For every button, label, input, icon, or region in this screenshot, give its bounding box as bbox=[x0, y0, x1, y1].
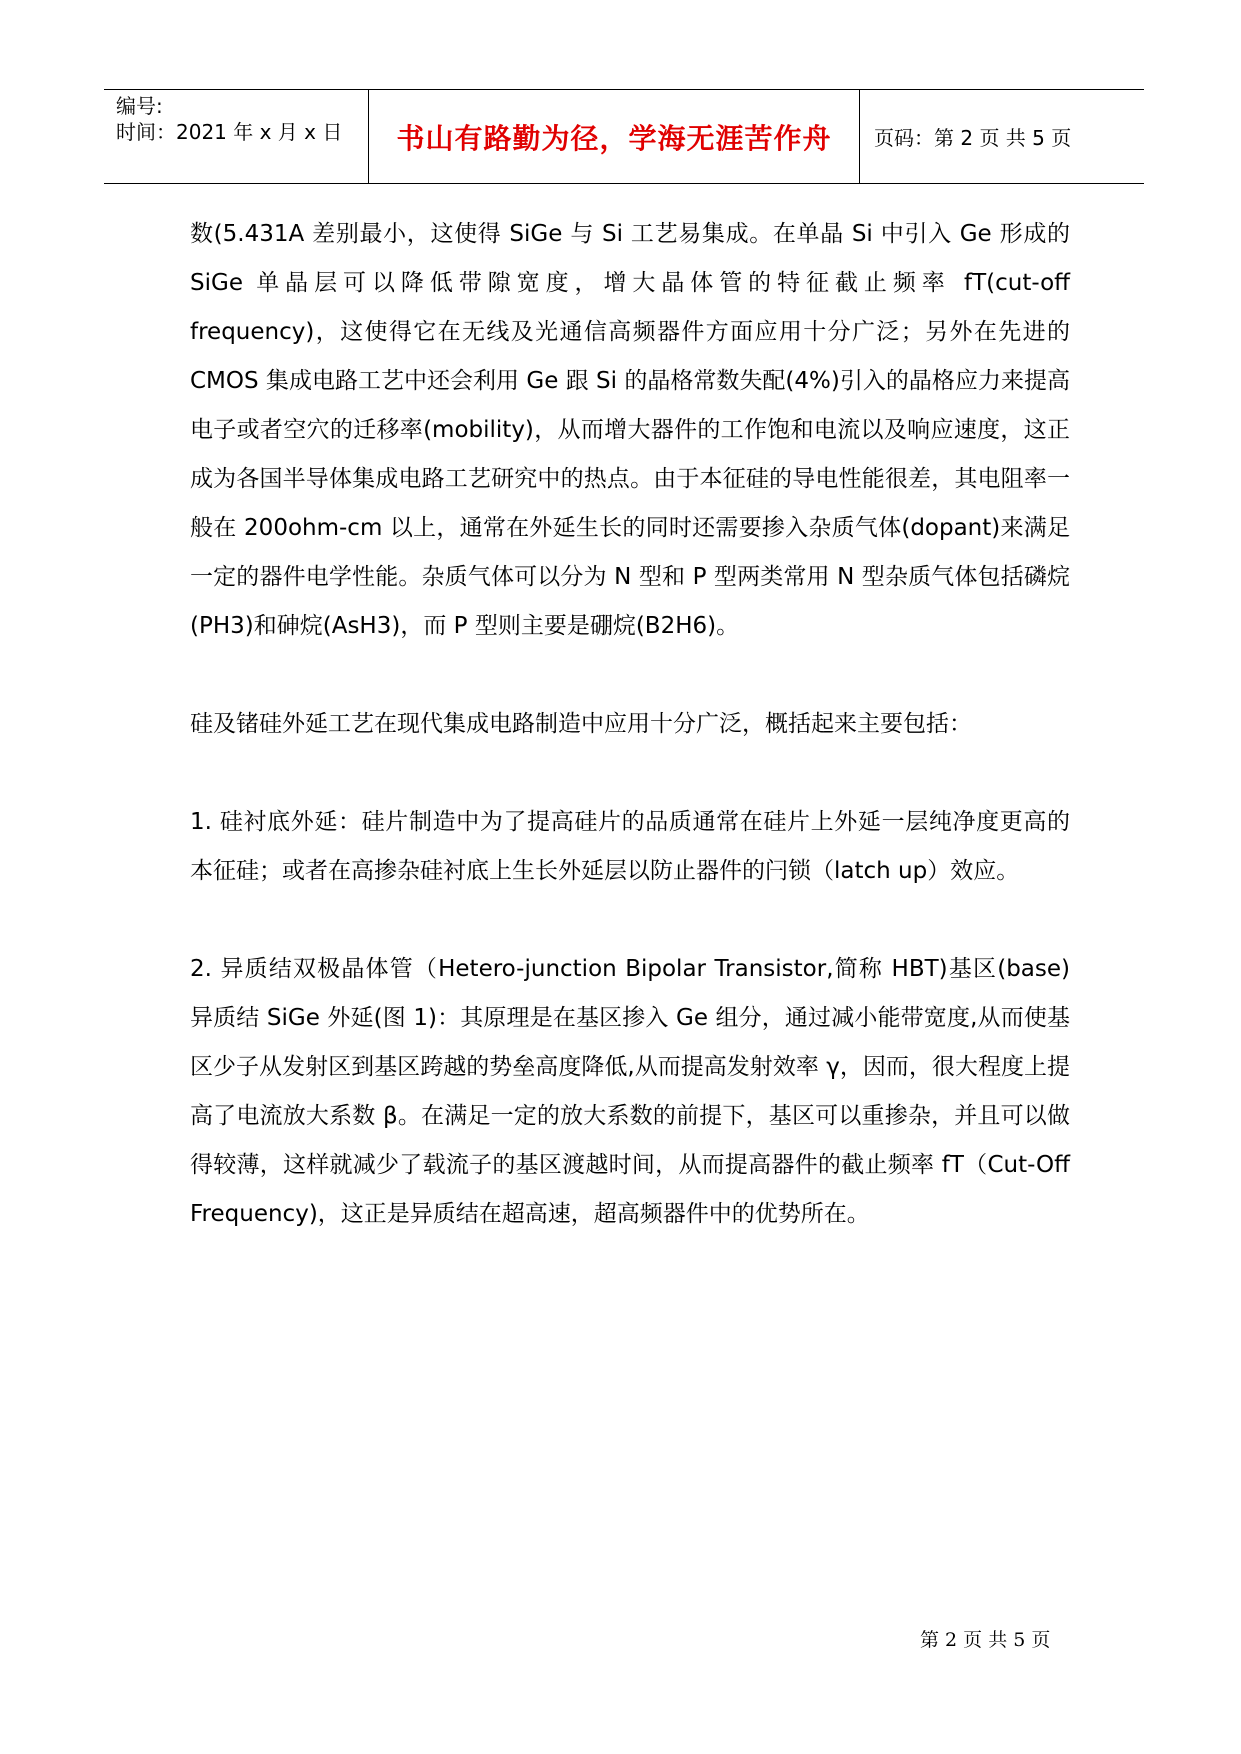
list-item-substrate-epitaxy: 1. 硅衬底外延：硅片制造中为了提高硅片的品质通常在硅片上外延一层纯净度更高的本征硅；或者在高掺杂硅衬底上生长外延层以防止器件的闩锁（latch up）效应。 bbox=[190, 809, 1070, 884]
header-meta bbox=[104, 90, 368, 183]
paragraph-gap bbox=[190, 896, 1070, 945]
motto-text: 书山有路勤为径，学海无涯苦作舟 bbox=[396, 121, 832, 155]
header-motto-cell bbox=[368, 90, 860, 183]
paragraph-applications-intro: 硅及锗硅外延工艺在现代集成电路制造中应用十分广泛，概括起来主要包括： bbox=[190, 711, 972, 737]
header-page-info: 页码：第 2 页 共 5 页 bbox=[874, 126, 1072, 150]
document-body bbox=[190, 210, 1078, 1239]
serial-label: 编号: bbox=[116, 94, 163, 118]
paragraph-gap bbox=[190, 651, 1070, 700]
paragraph-sige-properties: 数(5.431A 差别最小，这使得 SiGe 与 Si 工艺易集成。在单晶 Si 中引入 Ge 形成的 SiGe 单晶层可以降低带隙宽度，增大晶体管的特征截止频率 fT(cut-off frequency)，这使得它在无线及光通信高频器件方面应用十分广泛；另外在先进的 CMOS 集成电路工艺中还会利用 Ge 跟 Si 的晶格常数失配(4%)引入的晶格应力来提高电子或者空穴的迁移率(mobility)，从而增大器件的工作饱和电流以及响应速度，这正成为各国半导体集成电路工艺研究中的热点。由于本征硅的导电性能很差，其电阻率一般在 200ohm-cm 以上，通常在外延生长的同时还需要掺入杂质气体(dopant)来满足一定的器件电学性能。杂质气体可以分为 N 型和 P 型两类常用 N 型杂质气体包括磷烷(PH3)和砷烷(AsH3)，而 P 型则主要是硼烷(B2H6)。 bbox=[190, 221, 1078, 639]
page-header bbox=[104, 89, 1144, 184]
paragraph-gap bbox=[190, 749, 1070, 798]
list-item-hbt-epitaxy: 2. 异质结双极晶体管（Hetero-junction Bipolar Transistor,简称 HBT)基区(base)异质结 SiGe 外延(图 1)：其原理是在基区掺入 Ge 组分，通过减小能带宽度,从而使基区少子从发射区到基区跨越的势垒高度降低,从而提高发射效率 γ，因而，很大程度上提高了电流放大系数 β。在满足一定的放大系数的前提下，基区可以重掺杂，并且可以做得较薄，这样就减少了载流子的基区渡越时间，从而提高器件的截止频率 fT（Cut-Off Frequency)，这正是异质结在超高速，超高频器件中的优势所在。 bbox=[190, 956, 1078, 1227]
time-label: 时间：2021 年 x 月 x 日 bbox=[116, 120, 343, 144]
header-page-cell bbox=[860, 90, 1144, 183]
page-footer: 第 2 页 共 5 页 bbox=[920, 1629, 1051, 1651]
